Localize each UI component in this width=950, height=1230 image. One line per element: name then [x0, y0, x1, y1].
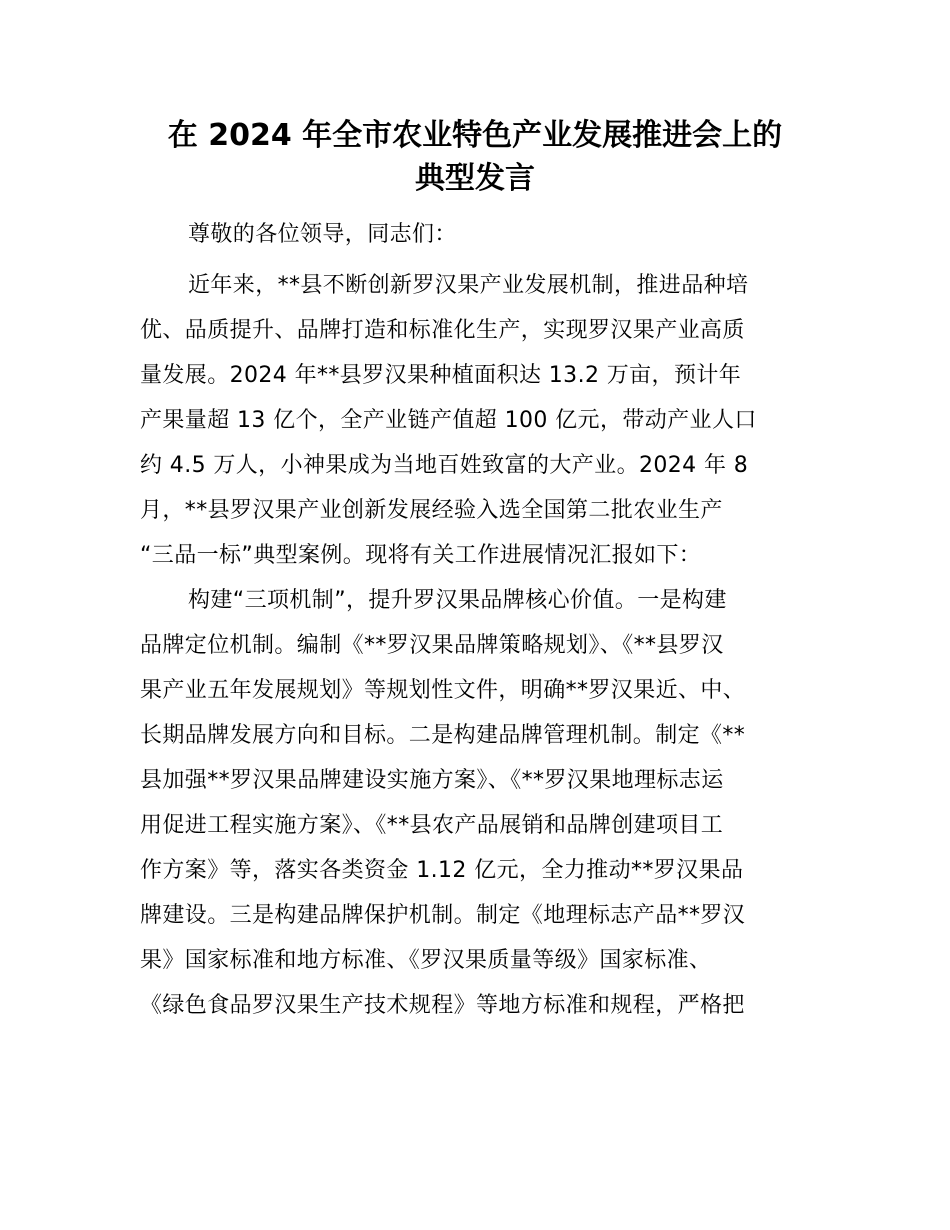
paragraph-1-line: 约 4.5 万人，小神果成为当地百姓致富的大产业。2024 年 8: [140, 453, 749, 478]
paragraph-1-line: 产果量超 13 亿个，全产业链产值超 100 亿元，带动产业人口: [140, 408, 757, 433]
paragraph-2-line: 县加强**罗汉果品牌建设实施方案》、《**罗汉果地理标志运: [140, 768, 724, 793]
paragraph-2-line: 《绿色食品罗汉果生产技术规程》等地方标准和规程，严格把: [140, 993, 745, 1018]
salutation: 尊敬的各位领导，同志们：: [188, 222, 457, 247]
paragraph-1-line: “三品一标”典型案例。现将有关工作进展情况汇报如下：: [140, 543, 702, 568]
paragraph-2-line: 用促进工程实施方案》、《**县农产品展销和品牌创建项目工: [140, 813, 724, 838]
paragraph-2-line: 作方案》等，落实各类资金 1.12 亿元，全力推动**罗汉果品: [140, 858, 744, 883]
paragraph-2-line: 长期品牌发展方向和目标。二是构建品牌管理机制。制定《**: [140, 723, 746, 748]
document-title-line-1: 在 2024 年全市农业特色产业发展推进会上的: [167, 118, 783, 153]
paragraph-1-line: 优、品质提升、品牌打造和标准化生产，实现罗汉果产业高质: [140, 318, 745, 343]
paragraph-2-line: 品牌定位机制。编制《**罗汉果品牌策略规划》、《**县罗汉: [140, 633, 724, 658]
paragraph-2-line: 果产业五年发展规划》等规划性文件，明确**罗汉果近、中、: [140, 678, 746, 703]
paragraph-2-line: 牌建设。三是构建品牌保护机制。制定《地理标志产品**罗汉: [140, 903, 746, 928]
paragraph-2-line: 构建“三项机制”，提升罗汉果品牌核心价值。一是构建: [188, 588, 727, 613]
paragraph-1-line: 近年来，**县不断创新罗汉果产业发展机制，推进品种培: [188, 273, 749, 298]
paragraph-1-line: 月，**县罗汉果产业创新发展经验入选全国第二批农业生产: [140, 498, 723, 523]
paragraph-1-line: 量发展。2024 年**县罗汉果种植面积达 13.2 万亩，预计年: [140, 363, 742, 388]
document-title-line-2: 典型发言: [415, 161, 535, 196]
paragraph-2-line: 果》国家标准和地方标准、《罗汉果质量等级》国家标准、: [140, 948, 712, 973]
